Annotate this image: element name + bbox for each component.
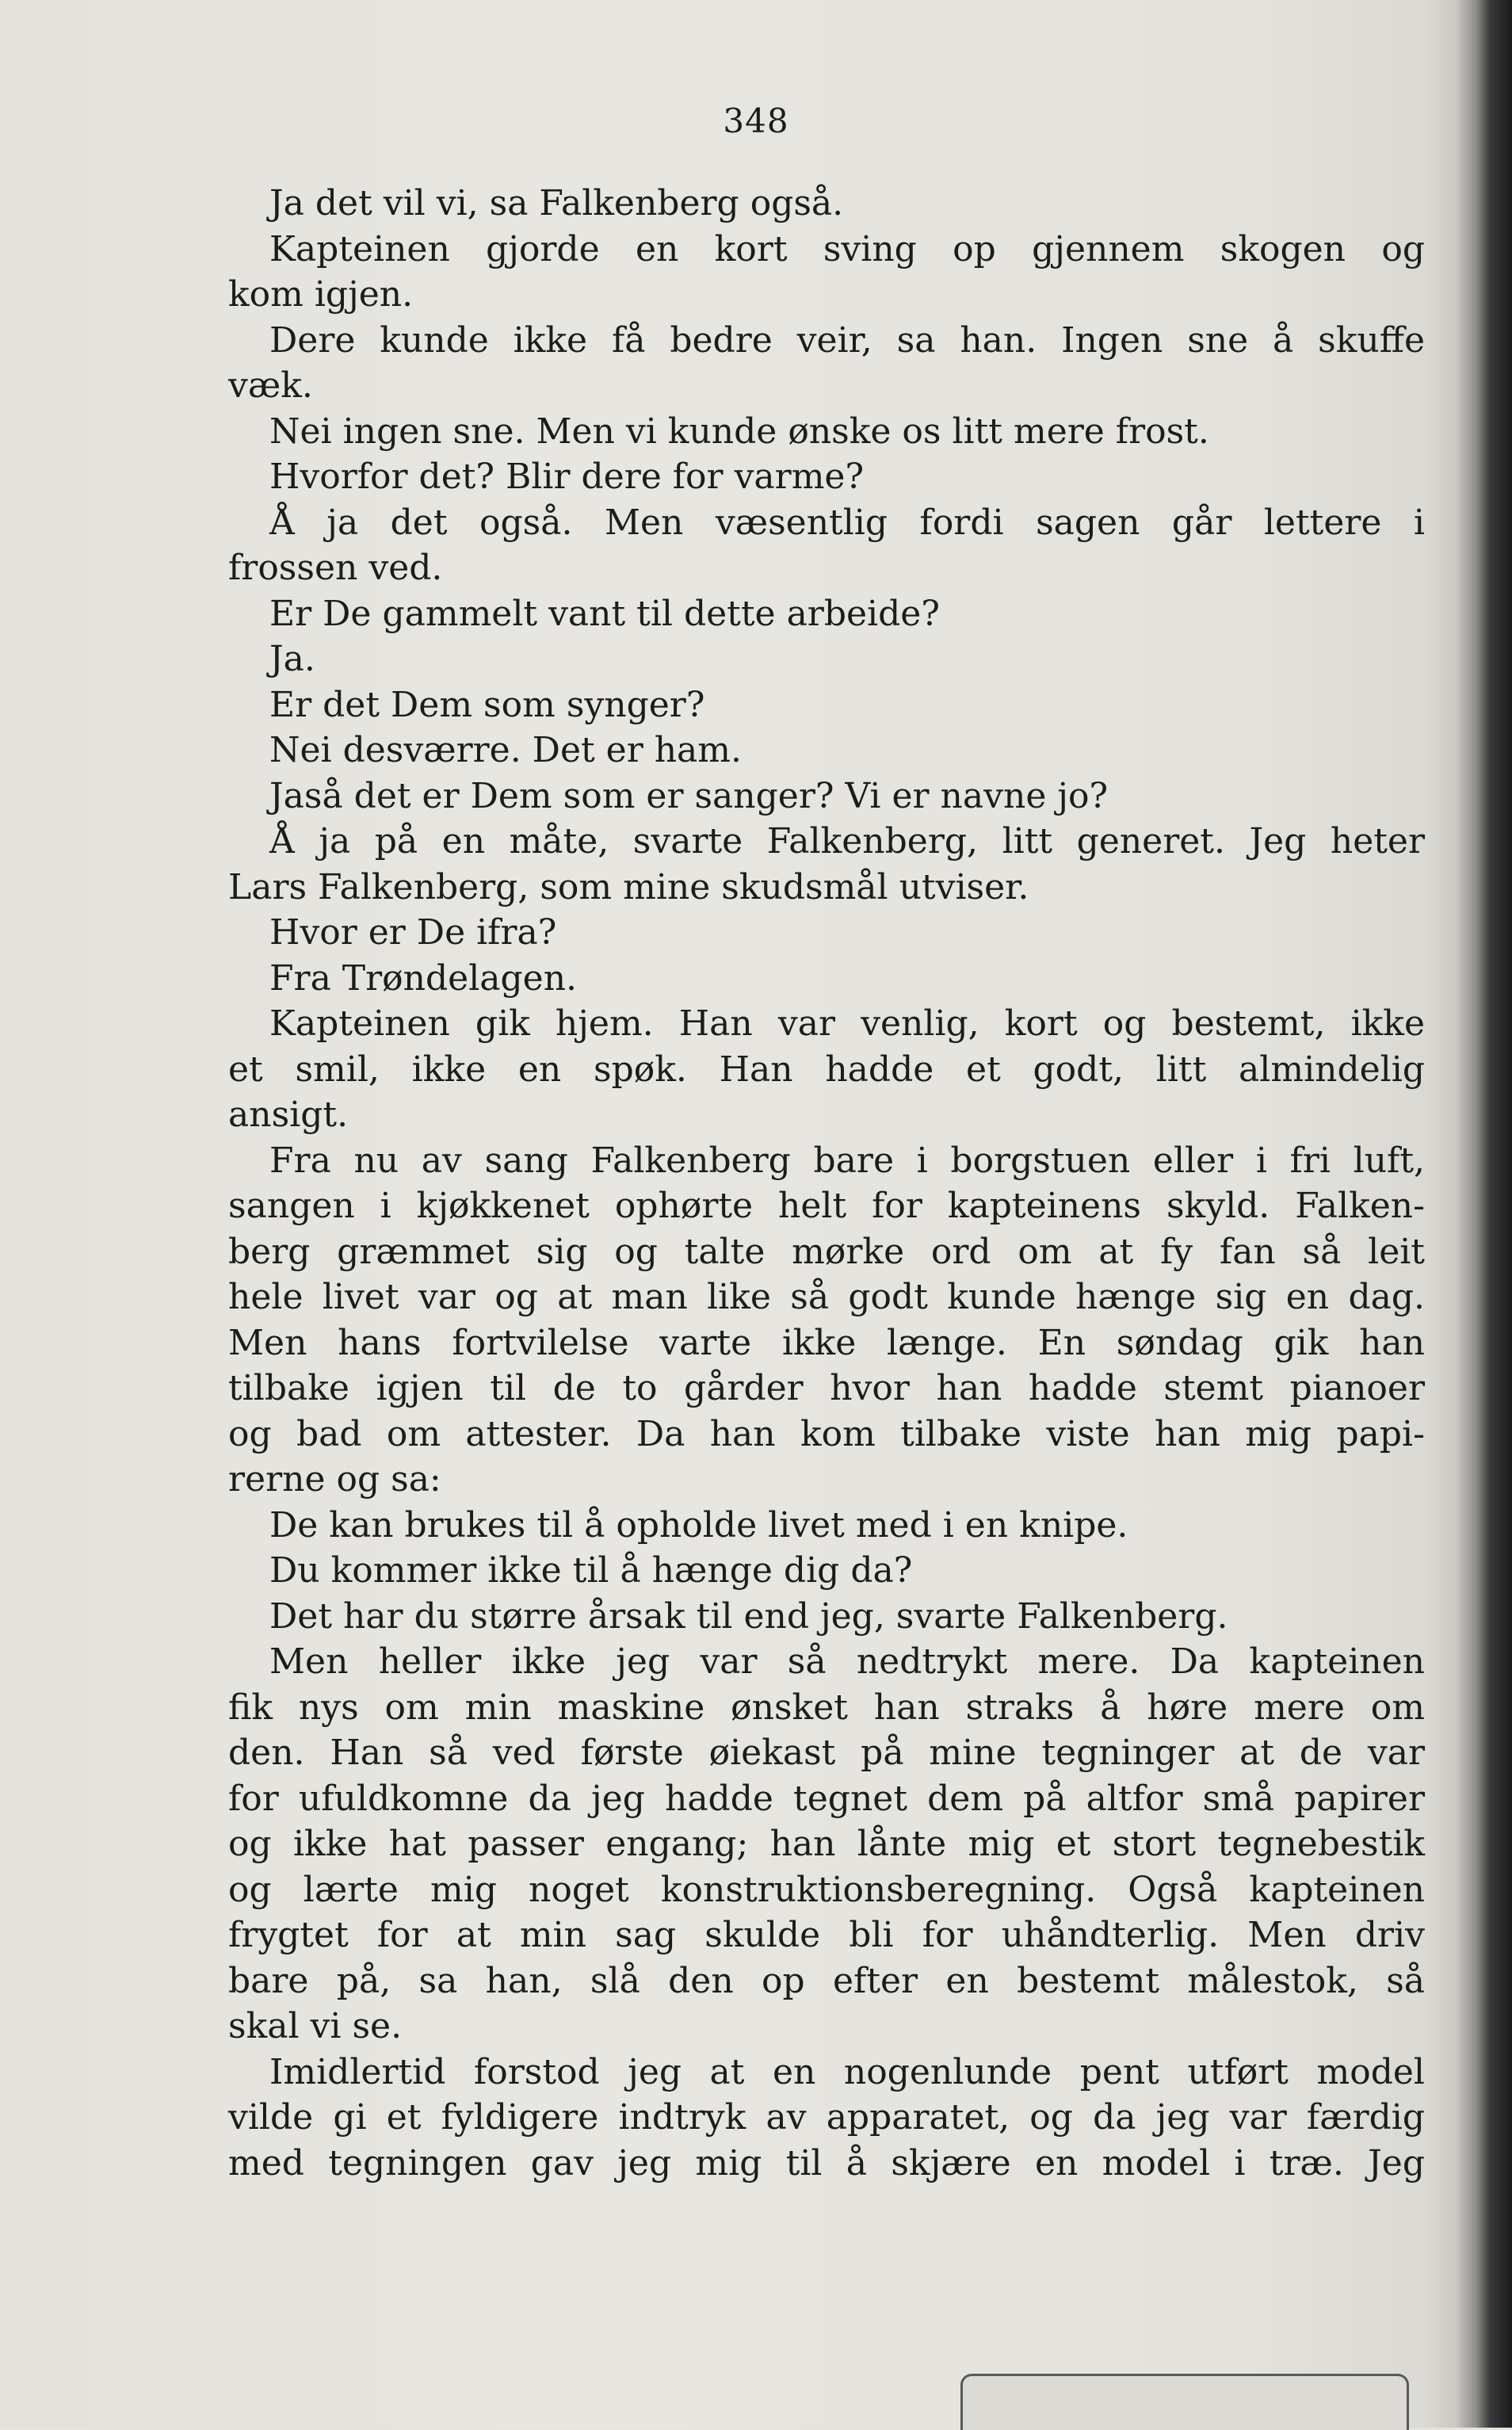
text-line: Hvor er De ifra?: [269, 912, 557, 953]
text-line: skal vi se.: [228, 2006, 403, 2046]
text-line: Å ja på en måte, svarte Falkenberg, litt generet. Jeg heter: [269, 821, 1425, 862]
text-line: Du kommer ikke til å hænge dig da?: [269, 1550, 913, 1591]
text-line: Kapteinen gjorde en kort sving op gjennem skogen og: [269, 228, 1425, 269]
text-line: Hvorfor det? Blir dere for varme?: [269, 457, 865, 497]
text-line: berg græmmet sig og talte mørke ord om at fy fan så leit: [228, 1231, 1425, 1272]
text-line: Jaså det er Dem som er sanger? Vi er navne jo?: [269, 775, 1109, 816]
text-line: Å ja det også. Men væsentlig fordi sagen går lettere i: [269, 502, 1425, 543]
text-line: Fra nu av sang Falkenberg bare i borgstuen eller i fri luft,: [269, 1140, 1425, 1181]
text-line: fik nys om min maskine ønsket han straks å høre mere om: [228, 1687, 1425, 1728]
text-line: kom igjen.: [228, 274, 414, 315]
page-number: 348: [723, 101, 789, 140]
text-line: Er det Dem som synger?: [269, 684, 705, 725]
text-line: Fra Trøndelagen.: [269, 957, 578, 999]
text-line: hele livet var og at man like så godt kunde hænge sig en dag.: [228, 1277, 1425, 1317]
text-line: Det har du større årsak til end jeg, svarte Falkenberg.: [269, 1595, 1228, 1637]
text-line: og bad om attester. Da han kom tilbake viste han mig papi-: [228, 1413, 1425, 1454]
text-line: Ja det vil vi, sa Falkenberg også.: [269, 183, 844, 224]
text-line: den. Han så ved første øiekast på mine tegninger at de var: [228, 1733, 1425, 1773]
text-line: Kapteinen gik hjem. Han var venlig, kort og bestemt, ikke: [269, 1003, 1425, 1044]
text-line: rerne og sa:: [228, 1459, 441, 1500]
text-line: Men hans fortvilelse varte ikke længe. En søndag gik han: [228, 1322, 1425, 1363]
text-line: og lærte mig noget konstruktionsberegning. Også kapteinen: [228, 1869, 1425, 1910]
text-line: Nei ingen sne. Men vi kunde ønske os litt mere frost.: [269, 411, 1209, 452]
text-line: væk.: [228, 365, 313, 406]
text-line: De kan brukes til å opholde livet med i en knipe.: [269, 1504, 1128, 1545]
text-line: tilbake igjen til de to gårder hvor han hadde stemt pianoer: [228, 1368, 1425, 1408]
book-spine-edge: [1457, 0, 1512, 2428]
text-line: Men heller ikke jeg var så nedtrykt mere. Da kapteinen: [269, 1641, 1425, 1682]
text-line: sangen i kjøkkenet ophørte helt for kapteinens skyld. Falken-: [228, 1186, 1425, 1226]
text-line: Dere kunde ikke få bedre veir, sa han. Ingen sne å skuffe: [269, 319, 1425, 361]
text-line: et smil, ikke en spøk. Han hadde et godt, litt almindelig: [228, 1049, 1425, 1090]
text-line: vilde gi et fyldigere indtryk av apparatet, og da jeg var færdig: [228, 2097, 1425, 2138]
text-line: Imidlertid forstod jeg at en nogenlunde pent utført model: [269, 2051, 1425, 2092]
text-line: bare på, sa han, slå den op efter en bestemt målestok, så: [228, 1960, 1425, 2001]
text-line: og ikke hat passer engang; han lånte mig et stort tegnebestik: [228, 1824, 1425, 1864]
text-line: frossen ved.: [228, 548, 443, 588]
text-line: Ja.: [269, 639, 315, 679]
bottom-tab-marker: [960, 2374, 1409, 2430]
text-line: frygtet for at min sag skulde bli for uhåndterlig. Men driv: [228, 1915, 1425, 1955]
text-line: for ufuldkomne da jeg hadde tegnet dem på altfor små papirer: [228, 1778, 1425, 1819]
text-line: Er De gammelt vant til dette arbeide?: [269, 593, 940, 634]
text-line: ansigt.: [228, 1095, 349, 1135]
body-text: [228, 181, 1425, 2186]
text-line: med tegningen gav jeg mig til å skjære en model i træ. Jeg: [228, 2142, 1425, 2184]
text-line: Nei desværre. Det er ham.: [269, 730, 742, 770]
page-edge-shadow: [1426, 0, 1458, 2428]
text-line: Lars Falkenberg, som mine skudsmål utviser.: [228, 866, 1029, 907]
